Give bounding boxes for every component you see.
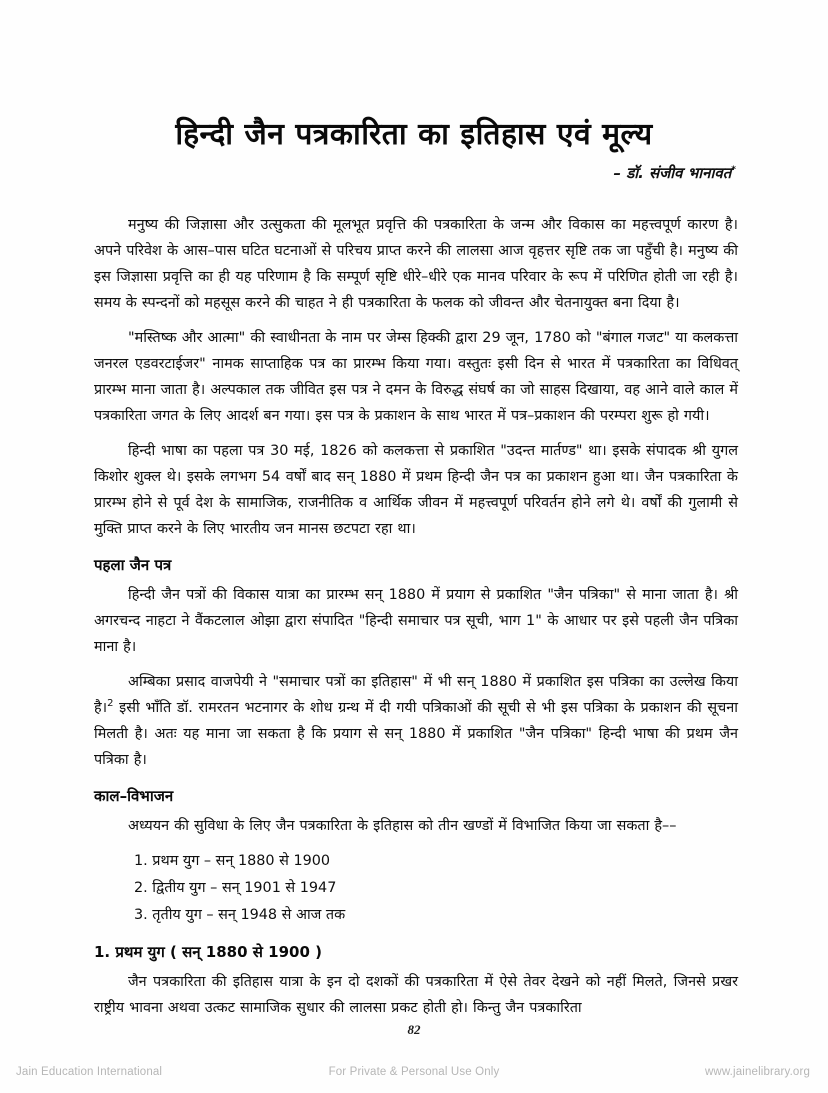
footer-center-text: For Private & Personal Use Only <box>328 1066 500 1078</box>
page-title: हिन्दी जैन पत्रकारिता का इतिहास एवं मूल्य <box>175 117 653 153</box>
heading-pratham-yug: 1. प्रथम युग ( सन् 1880 से 1900 ) <box>94 943 322 961</box>
paragraph-5-text-after-footnote: इसी भाँति डॉ. रामरतन भटनागर के शोध ग्रन्थ में दी गयी पत्रिकाओं की सूची से भी इस पत्रिका के प्रकाशन की सूचना मिलती है। अतः यह माना जा सकता है कि प्रयाग से सन् 1880 में प्रकाशित "जैन पत्रिका" हिन्दी भाषा की प्रथम जैन पत्रिका है। <box>94 700 738 768</box>
paragraph-1: मनुष्य की जिज्ञासा और उत्सुकता की मूलभूत प्रवृत्ति की पत्रकारिता के जन्म और विकास का महत्त्वपूर्ण कारण है। अपने परिवेश के आस–पास घटित घटनाओं से परिचय प्राप्त करने की लालसा आज वृहत्तर सृष्टि तक जा पहुँची है। मनुष्य की इस जिज्ञासा प्रवृत्ति का ही यह परिणाम है कि सम्पूर्ण सृष्टि धीरे–धीरे एक मानव परिवार के रूप में परिणित होती जा रही है। समय के स्पन्दनों को महसूस करने की चाहत ने ही पत्रकारिता के फलक को जीवन्त और चेतनायुक्त बना दिया है। <box>94 217 738 311</box>
footer-left-text: Jain Education International <box>16 1066 163 1078</box>
footnote-reference-2: 2 <box>107 698 114 710</box>
author-name: – डॉ. संजीव भानावत <box>613 164 732 182</box>
paragraph-3: हिन्दी भाषा का पहला पत्र 30 मई, 1826 को कलकत्ता से प्रकाशित "उदन्त मार्तण्ड" था। इसके संपादक श्री युगल किशोर शुक्ल थे। इसके लगभग 54 वर्षों बाद सन् 1880 में प्रथम हिन्दी जैन पत्र का प्रकाशन हुआ था। जैन पत्रकारिता के प्रारम्भ होने से पूर्व देश के सामाजिक, राजनीतिक व आर्थिक जीवन में महत्त्वपूर्ण परिवर्तन होने लगे थे। वर्षों की गुलामी से मुक्ति प्राप्त करने के लिए भारतीय जन मानस छटपटा रहा था। <box>94 443 738 537</box>
page-footer <box>0 1060 828 1084</box>
author-byline <box>613 163 736 183</box>
paragraph-2: "मस्तिष्क और आत्मा" की स्वाधीनता के नाम पर जेम्स हिक्की द्वारा 29 जून, 1780 को "बंगाल गजट" या कलकत्ता जनरल एडवरटाईजर" नामक साप्ताहिक पत्र का प्रारम्भ किया गया। वस्तुतः इसी दिन से भारत में पत्रकारिता का विधिवत् प्रारम्भ माना जाता है। अल्पकाल तक जीवित इस पत्र ने दमन के विरुद्ध संघर्ष का जो साहस दिखाया, वह आने वाले काल में पत्रकारिता जगत के लिए आदर्श बन गया। इस पत्र के प्रकाशन के साथ भारत में पत्र–प्रकाशन की परम्परा शुरू हो गयी। <box>94 330 738 424</box>
paragraph-6: अध्ययन की सुविधा के लिए जैन पत्रकारिता के इतिहास को तीन खण्डों में विभाजित किया जा सकता है–– <box>128 818 677 834</box>
body-column <box>94 212 738 1030</box>
era-list <box>94 848 738 929</box>
page-number: 82 <box>407 1022 421 1037</box>
paragraph-4: हिन्दी जैन पत्रों की विकास यात्रा का प्रारम्भ सन् 1880 में प्रयाग से प्रकाशित "जैन पत्रिका" से माना जाता है। श्री अगरचन्द नाहटा ने वैंकटलाल ओझा द्वारा संपादित "हिन्दी समाचार पत्र सूची, भाग 1" के आधार पर इसे पहली जैन पत्रिका माना है। <box>94 587 738 655</box>
list-item: 3. तृतीय युग – सन् 1948 से आज तक <box>134 907 346 923</box>
paragraph-7: जैन पत्रकारिता की इतिहास यात्रा के इन दो दशकों की पत्रकारिता में ऐसे तेवर देखने को नहीं मिलते, जिनसे प्रखर राष्ट्रीय भावना अथवा उत्कट सामाजिक सुधार की लालसा प्रकट होती हो। किन्तु जैन पत्रकारिता <box>94 974 738 1016</box>
list-item: 2. द्वितीय युग – सन् 1901 से 1947 <box>134 880 337 896</box>
paragraph-5 <box>94 669 738 773</box>
footnote-marker-asterisk: * <box>731 165 736 175</box>
heading-kaal-vibhajan: काल–विभाजन <box>94 787 174 805</box>
heading-pahla-jain-patra: पहला जैन पत्र <box>94 556 172 574</box>
footer-right-url: www.jainelibrary.org <box>704 1066 810 1078</box>
list-item: 1. प्रथम युग – सन् 1880 से 1900 <box>134 853 331 869</box>
paragraph-5-text-before-footnote: अम्बिका प्रसाद वाजपेयी ने "समाचार पत्रों का इतिहास" में भी सन् 1880 में प्रकाशित इस पत्रिका का उल्लेख किया है। <box>94 674 738 716</box>
